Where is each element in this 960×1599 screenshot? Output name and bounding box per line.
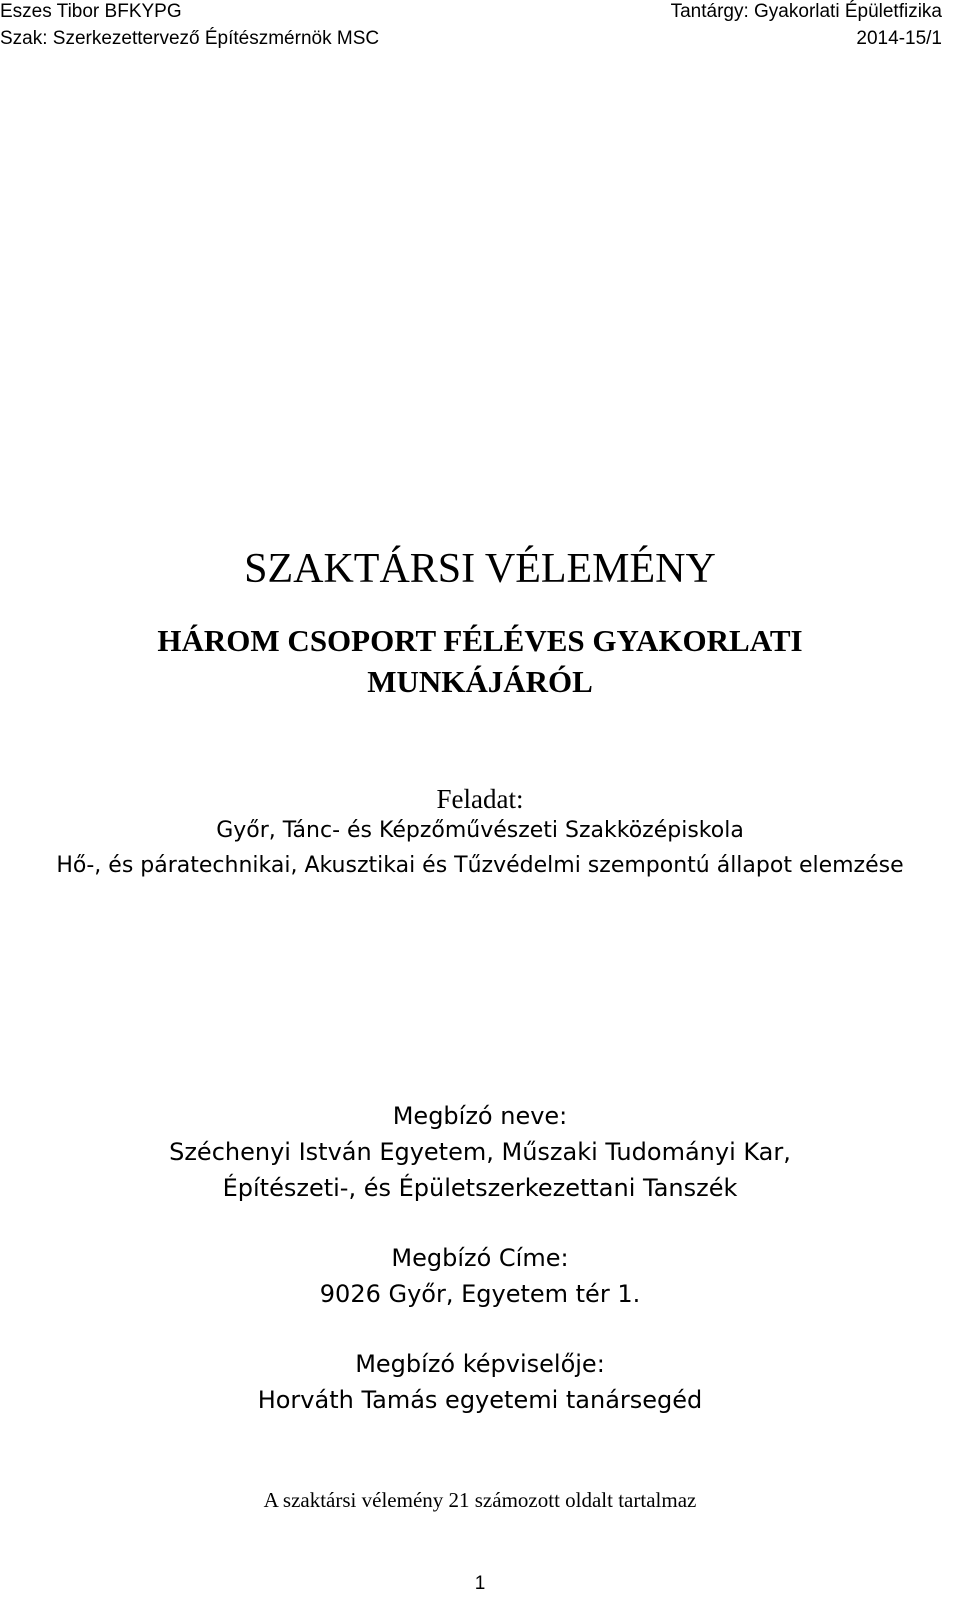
header-subject: Tantárgy: Gyakorlati Épületfizika: [670, 1, 942, 22]
page-title: SZAKTÁRSI VÉLEMÉNY: [244, 546, 716, 592]
client-name-line1: Széchenyi István Egyetem, Műszaki Tudományi Kar,: [169, 1138, 791, 1166]
client-rep-label: Megbízó képviselője:: [355, 1350, 605, 1378]
header-semester: 2014-15/1: [856, 28, 942, 49]
task-label: Feladat:: [436, 784, 524, 814]
page-count-note: A szaktársi vélemény 21 számozott oldalt tartalmaz: [263, 1488, 697, 1512]
page-number: 1: [474, 1573, 486, 1594]
client-name-label: Megbízó neve:: [392, 1102, 568, 1130]
page-subtitle-line1: HÁROM CSOPORT FÉLÉVES GYAKORLATI: [157, 623, 803, 658]
client-rep-value: Horváth Tamás egyetemi tanársegéd: [257, 1386, 703, 1414]
client-name-line2: Építészeti-, és Épületszerkezettani Tanszék: [222, 1174, 738, 1202]
header-program: Szak: Szerkezettervező Építészmérnök MSC: [0, 28, 380, 49]
client-address-value: 9026 Győr, Egyetem tér 1.: [319, 1280, 641, 1308]
client-address-label: Megbízó Címe:: [391, 1244, 569, 1272]
task-line2: Hő-, és páratechnikai, Akusztikai és Tűzvédelmi szempontú állapot elemzése: [56, 853, 904, 878]
page-subtitle-line2: MUNKÁJÁRÓL: [367, 664, 593, 699]
task-line1: Győr, Tánc- és Képzőművészeti Szakközépiskola: [216, 818, 744, 843]
header-author: Eszes Tibor BFKYPG: [0, 1, 182, 22]
